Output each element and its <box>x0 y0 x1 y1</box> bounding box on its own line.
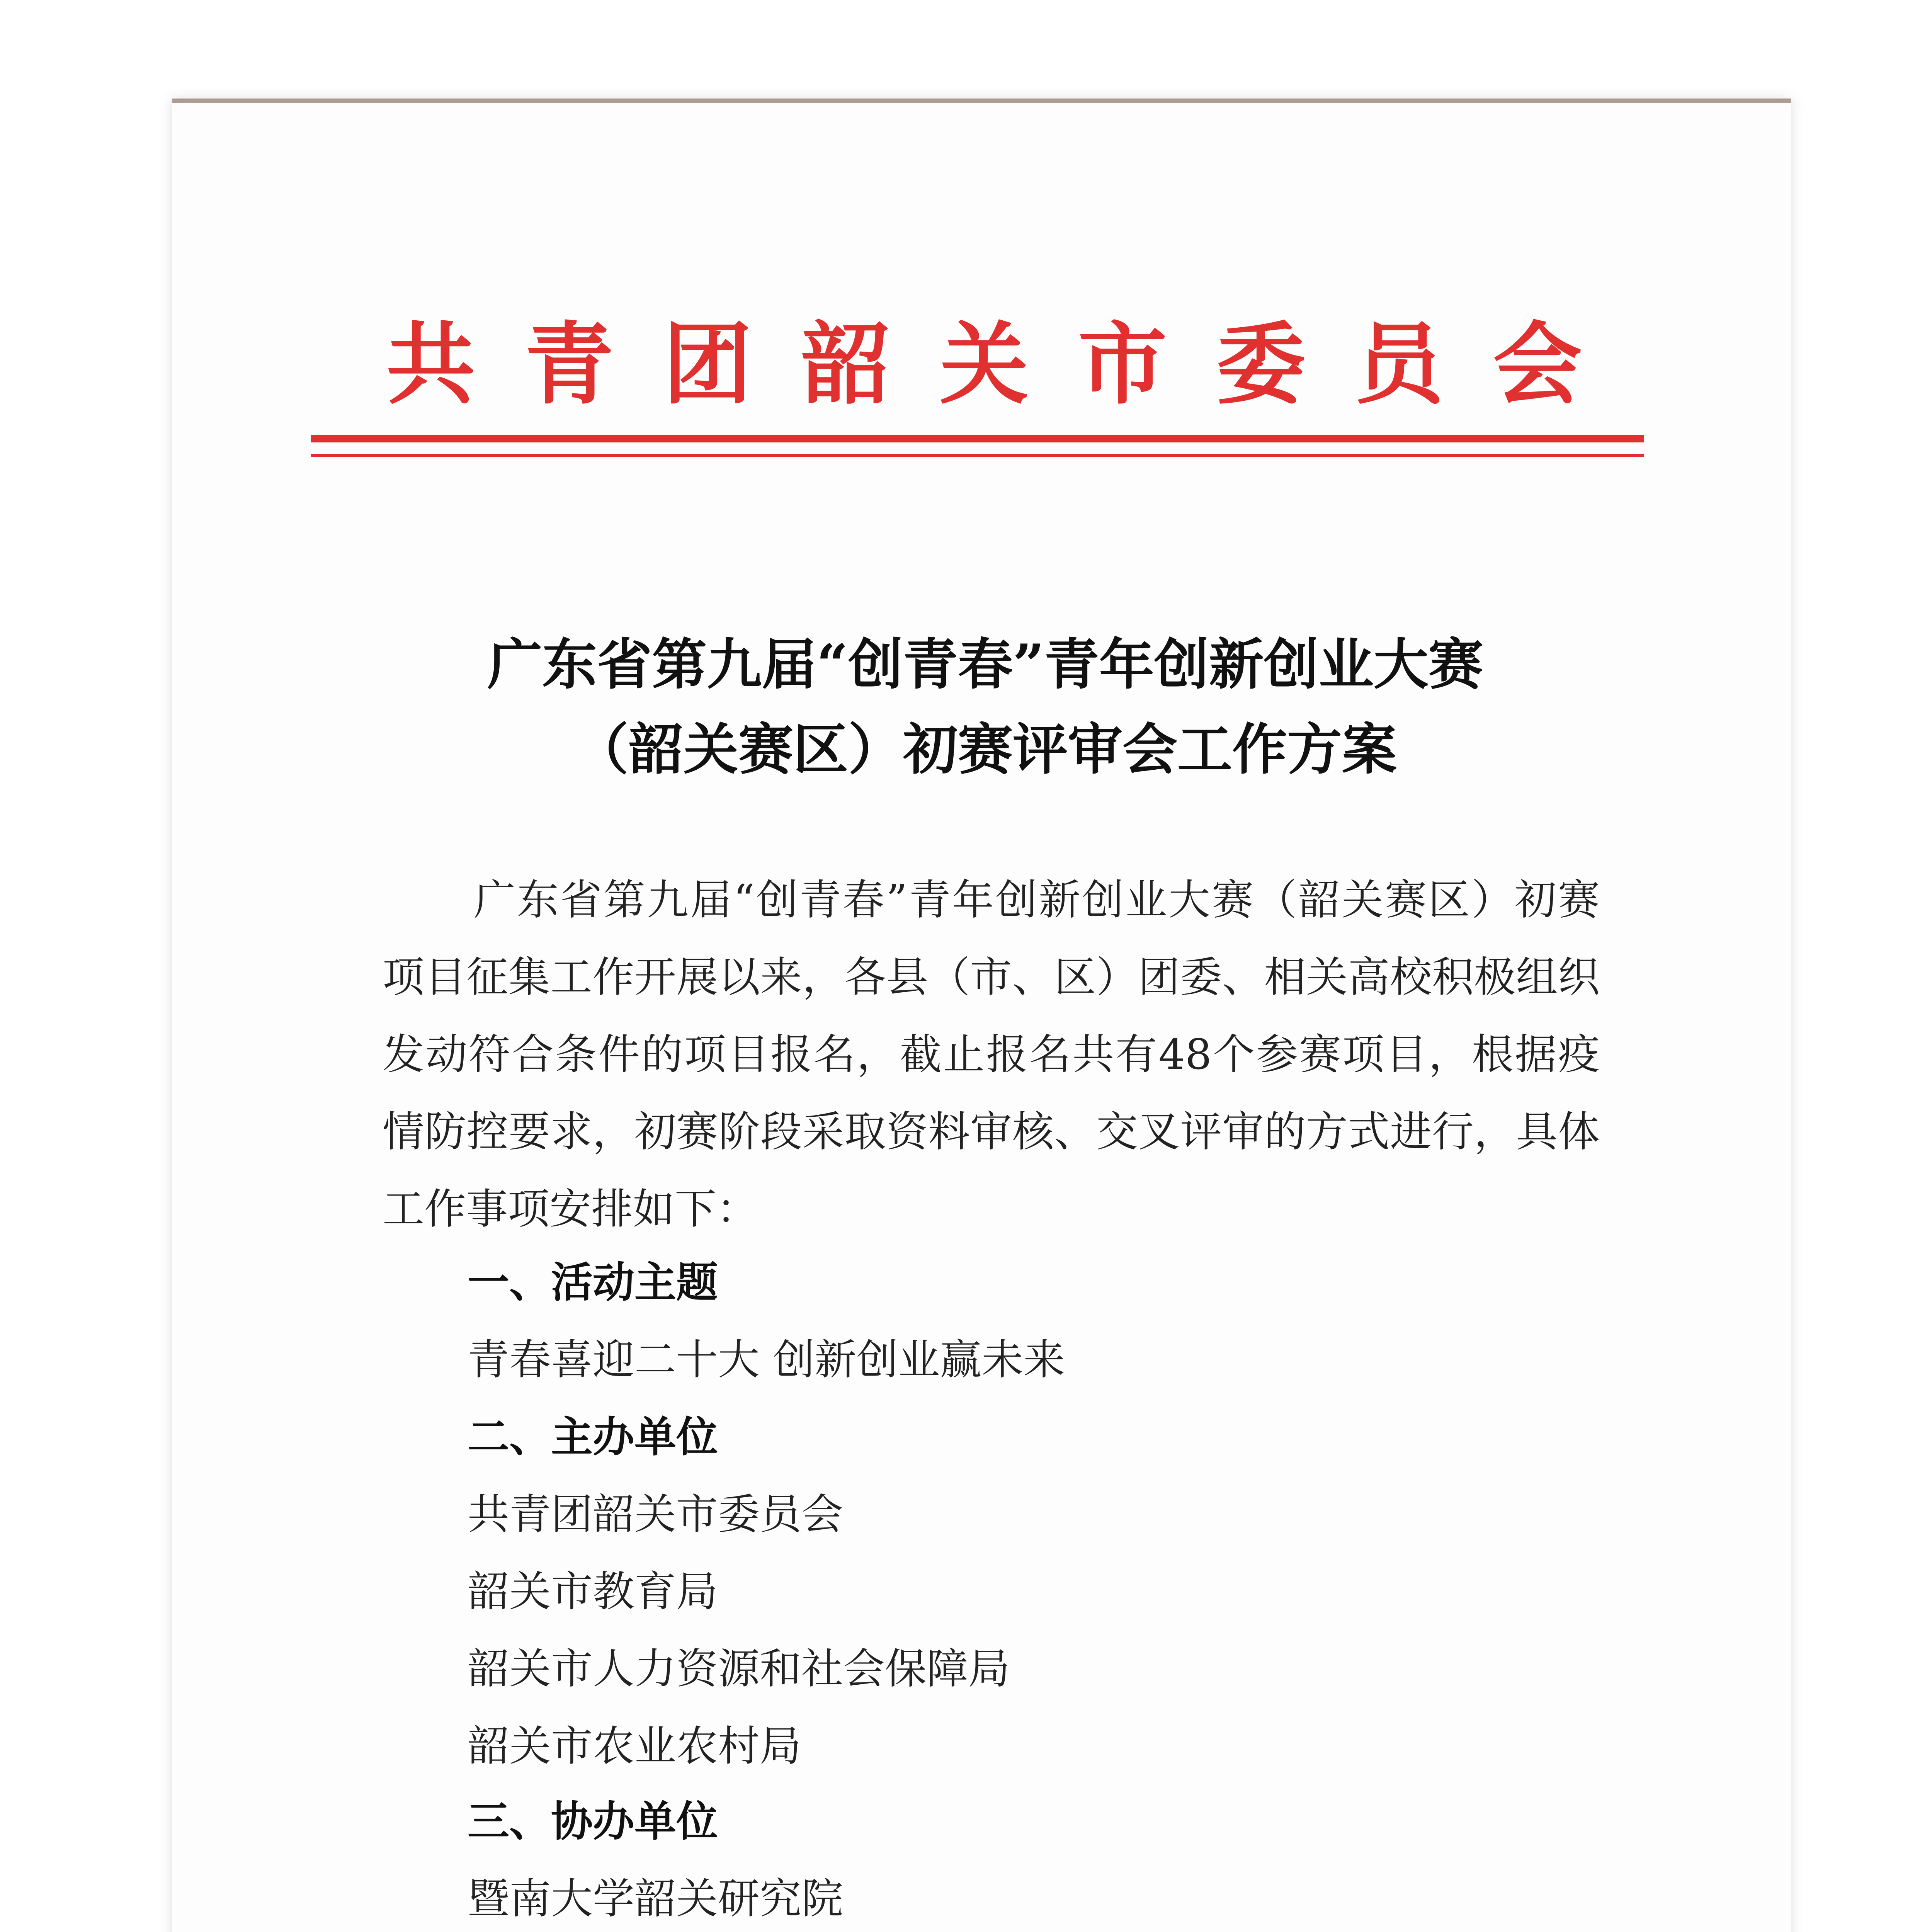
letterhead-rule-thick <box>311 435 1644 442</box>
host-item: 韶关市人力资源和社会保障局 <box>468 1645 1010 1693</box>
host-item: 共青团韶关市委员会 <box>468 1490 844 1539</box>
document-title-line-2: （韶关赛区）初赛评审会工作方案 <box>574 718 1397 782</box>
host-item: 韶关市教育局 <box>468 1568 718 1616</box>
host-item: 韶关市农业农村局 <box>468 1722 802 1770</box>
section-heading-theme: 一、活动主题 <box>468 1259 718 1307</box>
sheet-top-edge <box>172 99 1791 103</box>
co-host-item: 暨南大学韶关研究院 <box>468 1875 844 1923</box>
document-title-line-1: 广东省第九届“创青春”青年创新创业大赛 <box>487 633 1483 697</box>
letterhead-rule-thin <box>311 454 1644 457</box>
section-heading-host: 二、主办单位 <box>468 1413 718 1461</box>
letterhead-title: 共青团韶关市委员会 <box>386 313 1632 417</box>
intro-paragraph: 广东省第九届“创青春”青年创新创业大赛（韶关赛区）初赛项目征集工作开展以来，各县（市、区）团委、相关高校积极组织发动符合条件的项目报名，截止报名共有48个参赛项目，根据疫情防控要求，初赛阶段采取资料审核、交叉评审的方式进行，具体工作事项安排如下： <box>383 876 1600 1233</box>
theme-content: 青春喜迎二十大 创新创业赢未来 <box>468 1336 1065 1384</box>
section-heading-co-host: 三、协办单位 <box>468 1798 718 1846</box>
